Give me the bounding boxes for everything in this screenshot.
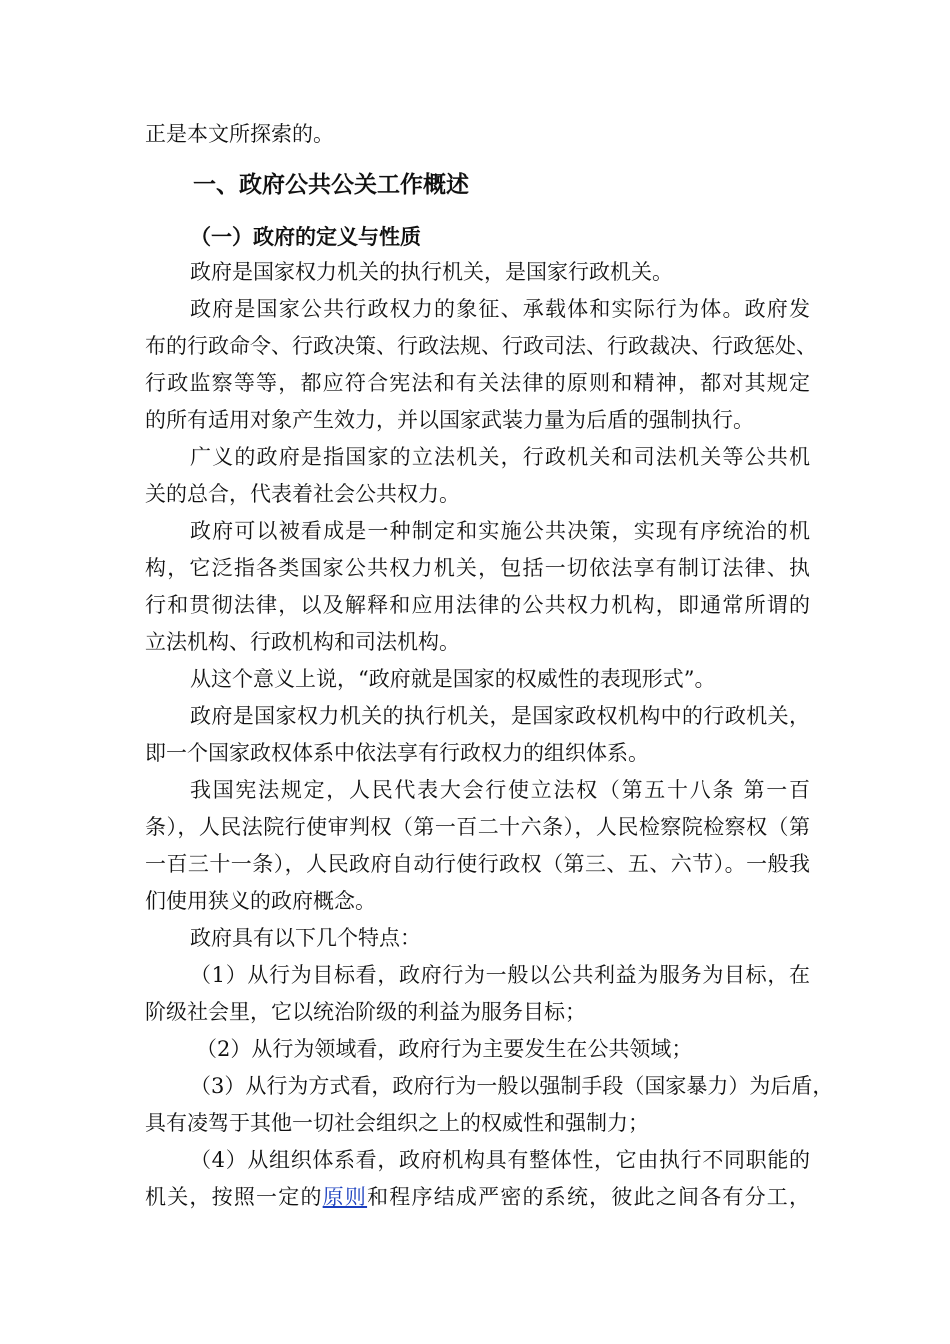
paragraph-line: 行政监察等等，都应符合宪法和有关法律的原则和精神，都对其规定 [145, 371, 810, 395]
paragraph-line: 广义的政府是指国家的立法机关，行政机关和司法机关等公共机 [190, 445, 810, 469]
paragraph-line: 构，它泛指各类国家公共权力机关，包括一切依法享有制订法律、执 [145, 556, 810, 580]
paragraph-line: 政府具有以下几个特点： [190, 926, 421, 950]
paragraph-line: 政府是国家权力机关的执行机关，是国家行政机关。 [190, 260, 673, 284]
subsection-heading: （一）政府的定义与性质 [190, 225, 421, 249]
paragraph-line: 的所有适用对象产生效力，并以国家武装力量为后盾的强制执行。 [145, 408, 754, 432]
list-item-line: （4）从组织体系看，政府机构具有整体性，它由执行不同职能的 [190, 1148, 810, 1172]
list-item-line: （3）从行为方式看，政府行为一般以强制手段（国家暴力）为后盾， [190, 1074, 834, 1098]
paragraph-line: 即一个国家政权体系中依法享有行政权力的组织体系。 [145, 741, 649, 765]
paragraph-line: 政府是国家权力机关的执行机关，是国家政权机构中的行政机关， [190, 704, 810, 728]
list-item-line: 阶级社会里，它以统治阶级的利益为服务目标； [145, 1000, 586, 1024]
principle-link[interactable]: 原则 [322, 1185, 368, 1209]
paragraph-line: 我国宪法规定，人民代表大会行使立法权（第五十八条 第一百 [190, 778, 810, 802]
text-segment: 和程序结成严密的系统，彼此之间各有分工， [367, 1185, 811, 1209]
paragraph-line: 条），人民法院行使审判权（第一百二十六条），人民检察院检察权（第 [145, 815, 810, 839]
list-item-line: （2）从行为领域看，政府行为主要发生在公共领域； [196, 1037, 693, 1061]
paragraph-line: 一百三十一条），人民政府自动行使行政权（第三、五、六节）。一般我 [145, 852, 810, 876]
list-item-line: （1）从行为目标看，政府行为一般以公共利益为服务为目标，在 [190, 963, 810, 987]
intro-text: 正是本文所探索的。 [145, 122, 334, 146]
list-item-line [145, 1182, 810, 1212]
paragraph-line: 立法机构、行政机构和司法机构。 [145, 630, 460, 654]
paragraph-line: 行和贯彻法律，以及解释和应用法律的公共权力机构，即通常所谓的 [145, 593, 810, 617]
paragraph-line: 政府是国家公共行政权力的象征、承载体和实际行为体。政府发 [190, 297, 810, 321]
list-item-line: 具有凌驾于其他一切社会组织之上的权威性和强制力； [145, 1111, 649, 1135]
paragraph-line: 政府可以被看成是一种制定和实施公共决策，实现有序统治的机 [190, 519, 810, 543]
section-heading: 一、政府公共公关工作概述 [193, 172, 469, 198]
text-segment: 机关，按照一定的 [145, 1185, 323, 1209]
paragraph-line: 们使用狭义的政府概念。 [145, 889, 376, 913]
paragraph-line: 从这个意义上说，“政府就是国家的权威性的表现形式”。 [190, 667, 716, 691]
paragraph-line: 关的总合，代表着社会公共权力。 [145, 482, 460, 506]
paragraph-line: 布的行政命令、行政决策、行政法规、行政司法、行政裁决、行政惩处、 [145, 334, 817, 358]
